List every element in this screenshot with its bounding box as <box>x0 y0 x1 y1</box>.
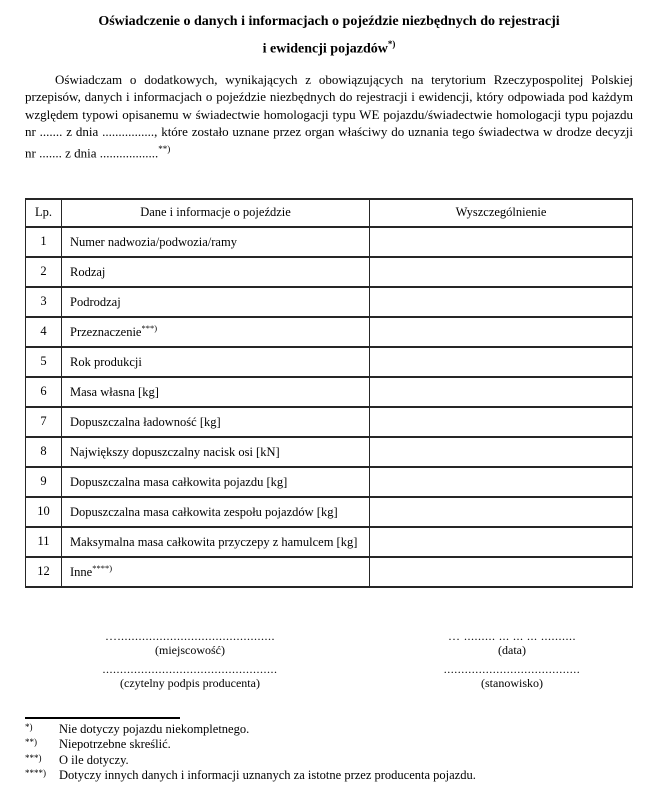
row-label-cell <box>62 437 370 467</box>
title-line-2-text: i ewidencji pojazdów <box>262 41 388 57</box>
row-label-cell <box>62 527 370 557</box>
footnote-separator <box>25 717 180 719</box>
footnote-marker: **) <box>25 737 37 748</box>
row-label: Maksymalna masa całkowita przyczepy z hamulcem [kg] <box>70 535 358 550</box>
declaration-text: Oświadczam o dodatkowych, wynikających z obowiązujących na terytorium Rzeczypospolitej Polskiej przepisów, danych i informacjach o pojeździe niezbędnych do rejestracji i ewidencji, który odpowiada pod każdym względem typowi opisanemu w świadectwie homologacji typu WE pojazdu/świadectwie homologacji typu pojazdu nr ....... z dnia ................, które zostało uznane przez organ właściwy do uznania tego świadectwa w drodze decyzji nr ....... z dnia .................. <box>25 71 633 161</box>
position-line: ....................................... <box>443 662 581 676</box>
table-header-row <box>26 199 633 227</box>
table-row <box>26 407 633 437</box>
row-value-cell <box>370 497 633 527</box>
producer-signature-label: (czytelny podpis producenta) <box>120 675 260 690</box>
header-dane: Dane i informacje o pojeździe <box>62 199 370 227</box>
row-label: Masa własna [kg] <box>70 385 159 400</box>
row-value-cell <box>370 467 633 497</box>
row-number: 7 <box>26 407 62 437</box>
row-label-cell <box>62 287 370 317</box>
row-label: Dopuszczalna masa całkowita pojazdu [kg] <box>70 475 288 490</box>
row-value-cell <box>370 407 633 437</box>
footnote-text: Nie dotyczy pojazdu niekompletnego. <box>59 721 250 736</box>
table-row <box>26 497 633 527</box>
row-label-sup: ***) <box>141 323 158 334</box>
row-number: 8 <box>26 437 62 467</box>
row-value-cell <box>370 287 633 317</box>
row-label: Dopuszczalna masa całkowita zespołu pojazdów [kg] <box>70 505 338 520</box>
table-row <box>26 527 633 557</box>
row-number: 10 <box>26 497 62 527</box>
row-label-cell <box>62 347 370 377</box>
document-title <box>25 10 633 61</box>
row-number: 2 <box>26 257 62 287</box>
footnote-text: O ile dotyczy. <box>59 752 129 767</box>
declaration-paragraph <box>25 71 633 162</box>
table-row <box>26 467 633 497</box>
header-lp: Lp. <box>26 199 62 227</box>
place-signature-line: …............................................. <box>105 629 275 643</box>
footnote-marker: *) <box>25 721 33 732</box>
date-line: … ......... ... ... ... .......... <box>448 629 576 643</box>
position-label: (stanowisko) <box>481 675 543 690</box>
table-row <box>26 437 633 467</box>
row-number: 11 <box>26 527 62 557</box>
row-number: 9 <box>26 467 62 497</box>
row-label-cell <box>62 557 370 587</box>
vehicle-data-table <box>25 198 633 588</box>
row-label: Podrodzaj <box>70 295 121 310</box>
row-label: Przeznaczenie <box>70 325 142 340</box>
footnotes-section <box>25 717 633 784</box>
row-value-cell <box>370 317 633 347</box>
footnote-text: Dotyczy innych danych i informacji uznanych za istotne przez producenta pojazdu. <box>59 768 476 783</box>
title-footnote-marker: *) <box>387 39 396 49</box>
footnote-marker: ***) <box>25 752 42 763</box>
row-label-cell <box>62 227 370 257</box>
row-label-cell <box>62 257 370 287</box>
row-number: 5 <box>26 347 62 377</box>
table-row <box>26 227 633 257</box>
title-line-2 <box>25 33 633 61</box>
row-number: 12 <box>26 557 62 587</box>
row-number: 4 <box>26 317 62 347</box>
footnote-item <box>25 722 633 738</box>
row-label-cell <box>62 317 370 347</box>
row-label-sup: ****) <box>92 563 113 574</box>
row-value-cell <box>370 227 633 257</box>
row-label: Dopuszczalna ładowność [kg] <box>70 415 221 430</box>
table-row <box>26 257 633 287</box>
row-value-cell <box>370 377 633 407</box>
row-value-cell <box>370 527 633 557</box>
footnote-text: Niepotrzebne skreślić. <box>59 737 171 752</box>
row-label: Największy dopuszczalny nacisk osi [kN] <box>70 445 280 460</box>
footnote-marker: ****) <box>25 768 46 779</box>
table-row <box>26 347 633 377</box>
declaration-footnote-marker: **) <box>158 144 171 155</box>
row-label: Rok produkcji <box>70 355 142 370</box>
table-row <box>26 317 633 347</box>
row-value-cell <box>370 257 633 287</box>
row-label: Numer nadwozia/podwozia/ramy <box>70 235 237 250</box>
row-label-cell <box>62 377 370 407</box>
row-label-cell <box>62 467 370 497</box>
row-number: 3 <box>26 287 62 317</box>
row-value-cell <box>370 347 633 377</box>
footnote-item <box>25 753 633 769</box>
footnote-item <box>25 737 633 753</box>
row-label-cell <box>62 497 370 527</box>
table-row <box>26 287 633 317</box>
date-label: (data) <box>498 642 526 657</box>
row-number: 1 <box>26 227 62 257</box>
signature-section <box>25 630 633 691</box>
place-label: (miejscowość) <box>155 642 225 657</box>
row-label: Inne <box>70 565 93 580</box>
signature-left-block <box>25 630 355 691</box>
table-row <box>26 557 633 587</box>
producer-signature-line: .................................................. <box>102 662 278 676</box>
header-wyszczegolnienie: Wyszczególnienie <box>370 199 633 227</box>
footnote-item <box>25 768 633 784</box>
table-row <box>26 377 633 407</box>
row-value-cell <box>370 557 633 587</box>
row-label: Rodzaj <box>70 265 106 280</box>
signature-right-block <box>397 630 627 691</box>
title-line-1: Oświadczenie o danych i informacjach o pojeździe niezbędnych do rejestracji <box>98 14 560 29</box>
row-value-cell <box>370 437 633 467</box>
row-label-cell <box>62 407 370 437</box>
row-number: 6 <box>26 377 62 407</box>
